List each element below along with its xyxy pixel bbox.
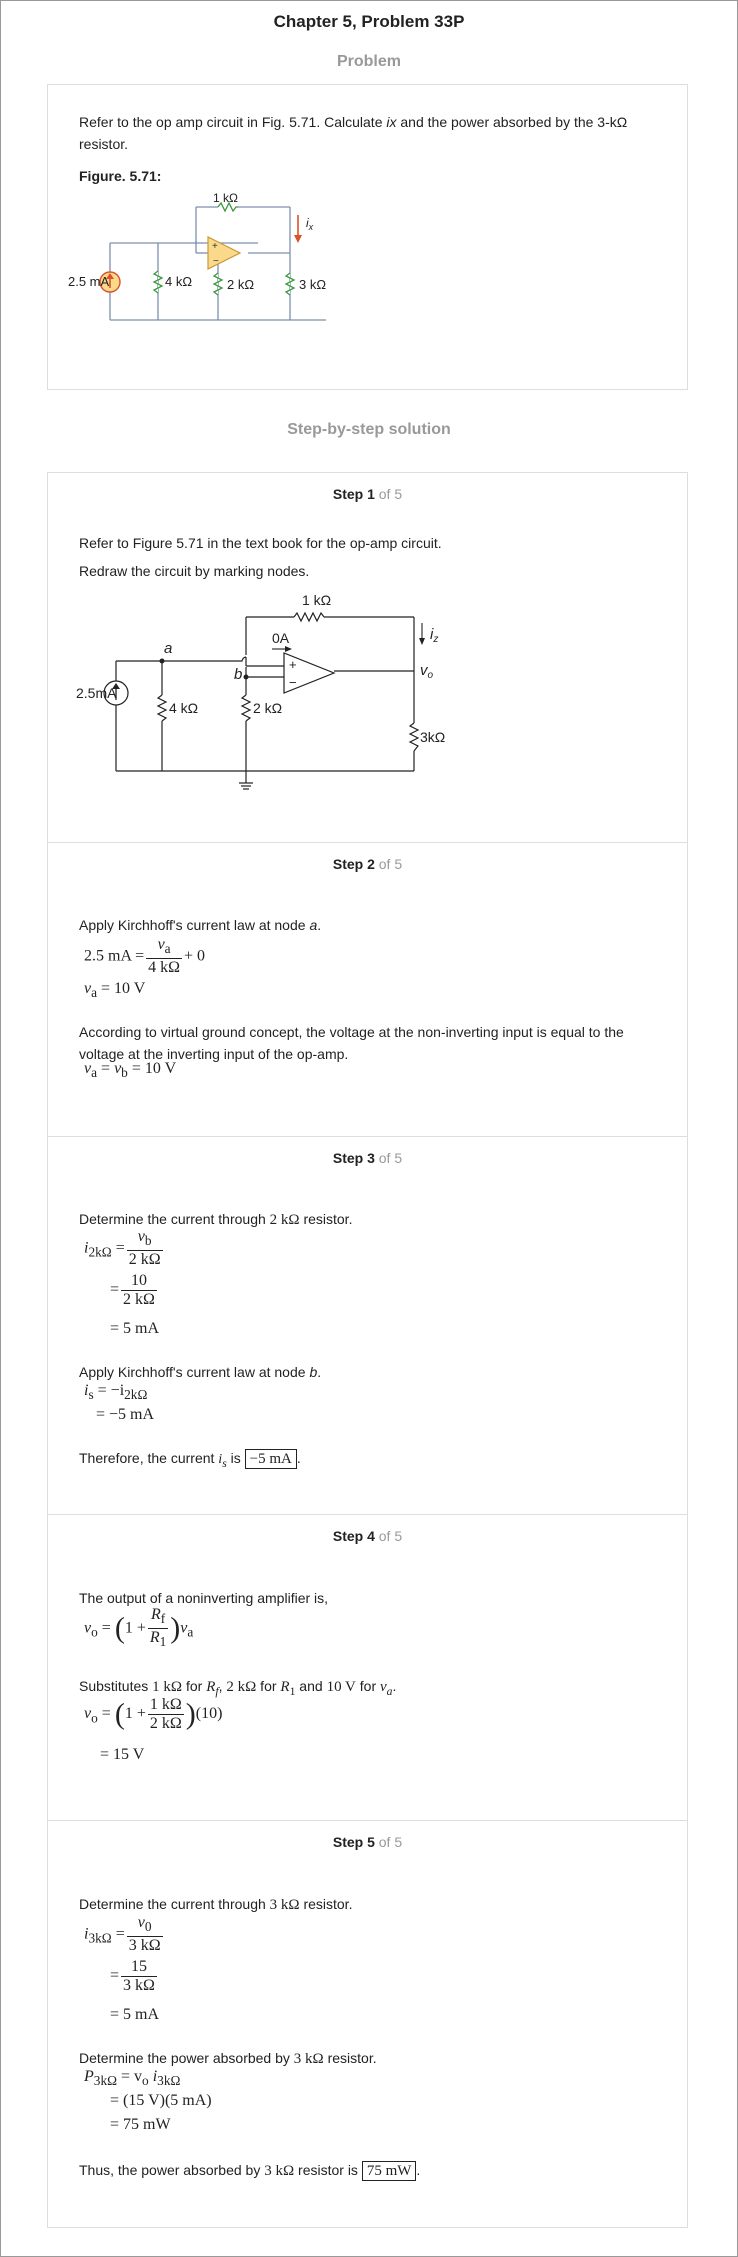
step-3-eq2: = $\frac{10}{2 k\Omega}$ [110,1272,155,1308]
step-2-eq1: 2.5 mA = $\frac{v_a}{4 k\Omega}$ + 0 [84,936,206,977]
step-3-eq4: $i_s = -i_{2k\Omega}$ [84,1382,148,1403]
step-5-eq2: = $\frac{15}{3 k\Omega}$ [110,1958,155,1994]
fig-label-4k: 4 kΩ [165,274,193,289]
separator-2 [47,1136,688,1137]
step-3-heading: Step 3 of 5 [332,1150,403,1166]
step-3-eq3: = 5 mA [110,1320,160,1337]
svg-text:−: − [213,256,219,267]
svg-text:a: a [164,640,173,657]
step-3-eq5: = −5 mA [96,1406,155,1423]
step-4-heading: Step 4 of 5 [332,1528,403,1544]
step-1-line1: Refer to Figure 5.71 in the text book for the op-amp circuit. [79,535,442,551]
fig-label-1k: 1 kΩ [213,193,238,205]
step-5-answer-box: 75 mW [362,2161,417,2181]
problem-box [47,84,688,390]
separator-3 [47,1514,688,1515]
step-5-eq4: $P_{3k\Omega} = v_o$ $i_{3k\Omega}$ [84,2068,181,2089]
step-3-answer-box: −5 mA [245,1449,297,1469]
step-1-line2: Redraw the circuit by marking nodes. [79,563,310,579]
step-4-substitutes: Substitutes 1 kΩ for $R_f$, 2 kΩ for $R_1$ and 10 V for $v_a$. [79,1678,397,1698]
page-title: Chapter 5, Problem 33P [273,12,465,31]
step-2-eq2: $v_a = 10$ V [84,980,146,1001]
svg-text:2.5mA: 2.5mA [76,685,117,701]
step-3-line1: Determine the current through 2 kΩ resistor. [79,1211,353,1228]
svg-text:b: b [234,666,243,683]
ix-arrow-icon [294,235,302,243]
svg-text:vo: $v_o$ [420,662,434,681]
figure-5-71-circuit [68,193,328,333]
svg-text:+: + [212,241,218,252]
separator-1 [47,842,688,843]
iz-arrow-icon [419,638,425,645]
svg-text:+: + [289,657,297,672]
step-5-line2: Determine the power absorbed by 3 kΩ resistor. [79,2050,377,2067]
problem-heading: Problem [336,53,401,70]
svg-text:0A: 0A [272,630,290,646]
resistor-2k-symbol [214,273,222,295]
step-5-eq6: = 75 mW [110,2116,171,2133]
problem-text-line2: resistor. [79,136,129,152]
svg-text:3kΩ: 3kΩ [420,729,446,745]
step-1-circuit [76,583,476,793]
svg-text:iz: $i_z$ [430,626,439,645]
svg-text:4 kΩ: 4 kΩ [169,700,199,716]
svg-text:−: − [289,675,297,690]
step-1-heading: Step 1 of 5 [332,486,403,502]
step-2-eq3: $v_a = v_b = 10$ V [84,1060,177,1081]
resistor-4k-symbol [154,271,162,293]
zero-current-arrow-icon [285,646,292,652]
step-5-answer-line: Thus, the power absorbed by 3 kΩ resistor is 75 mW . [79,2162,421,2179]
step-5-line1: Determine the current through 3 kΩ resistor. [79,1896,353,1913]
step-3-eq1: $i_{2k\Omega}$ = $\frac{v_b}{2 k\Omega}$ [84,1228,161,1269]
fig-label-2-5ma: 2.5 mA [68,274,110,289]
step-5-eq5: = (15 V)(5 mA) [110,2092,212,2109]
fig-label-3k: 3 kΩ [299,277,327,292]
step-4-line1: The output of a noninverting amplifier is, [79,1590,329,1606]
separator-4 [47,1820,688,1821]
step-3-answer-line: Therefore, the current $i_s$ is −5 mA . [79,1450,301,1470]
step-3-kcl: Apply Kirchhoff's current law at node b. [79,1364,322,1380]
step-2-para-line1: According to virtual ground concept, the voltage at the non-inverting input is equal to the [79,1024,624,1040]
figure-label: Figure. 5.71: [79,168,162,184]
solution-heading: Step-by-step solution [287,421,451,438]
step-4-eq-result: = 15 V [100,1746,145,1763]
resistor-3k-symbol [286,273,294,295]
step-2-heading: Step 2 of 5 [332,856,403,872]
step-4-eq-general: $v_o = (1$ + $\frac{R_f}{R_1}$ )$v_a$ [84,1606,194,1650]
fig-label-2k: 2 kΩ [227,277,255,292]
step-5-heading: Step 5 of 5 [332,1834,403,1850]
svg-text:2 kΩ: 2 kΩ [253,700,283,716]
fig-label-ix: $i_x$ [306,216,314,232]
problem-text-line1: Refer to the op amp circuit in Fig. 5.71. Calculate ix and the power absorbed by the 3-kΩ [79,114,628,130]
step-5-eq3: = 5 mA [110,2006,160,2023]
step-2-line1: Apply Kirchhoff's current law at node a. [79,917,322,933]
step-4-eq-subst: $v_o = (1$ + $\frac{1 k\Omega}{2 k\Omega}$ )(10) [84,1696,223,1732]
step-2-para-line2: voltage at the inverting input of the op-amp. [79,1046,349,1062]
svg-text:1 kΩ: 1 kΩ [302,592,332,608]
step-5-eq1: $i_{3k\Omega}$ = $\frac{v_0}{3 k\Omega}$ [84,1914,161,1955]
